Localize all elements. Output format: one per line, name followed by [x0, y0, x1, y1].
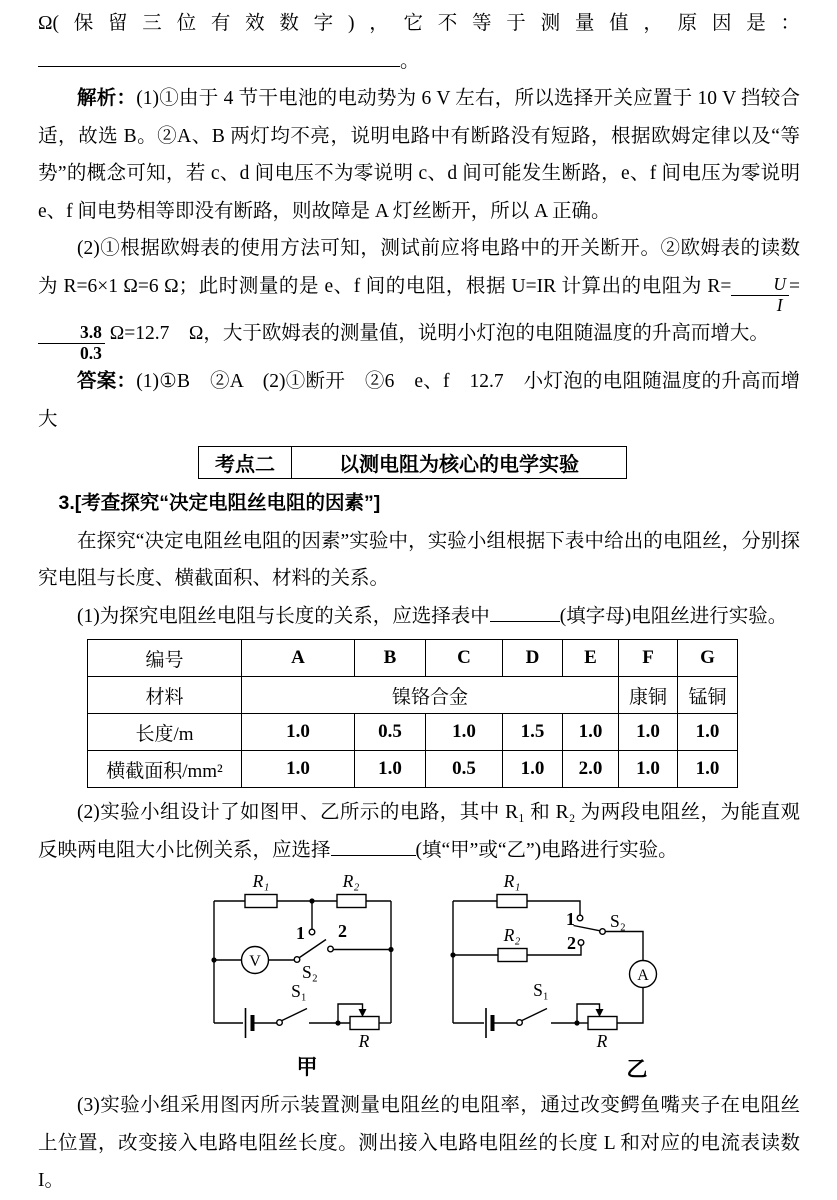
value-cell: 1.0 [355, 751, 426, 788]
label-r2: R₂ [503, 925, 521, 946]
answer-label: 答案： [77, 370, 137, 393]
material-cell: 镍铬合金 [242, 677, 619, 714]
value-cell: 1.0 [619, 714, 678, 751]
header-cell: G [678, 640, 738, 677]
ammeter-letter: A [637, 967, 649, 985]
fraction-3p8-over-0p3 [38, 323, 105, 363]
intro-line-text: Ω(保留三位有效数字)，它不等于测量值，原因是： [38, 13, 800, 34]
resistor-r2 [337, 895, 366, 908]
row-label: 横截面积/mm² [88, 751, 242, 788]
wire-table [87, 639, 738, 788]
part1-text-post: (填字母)电阻丝进行实验。 [559, 605, 788, 627]
junction-dot [450, 953, 455, 958]
junction-dot [388, 947, 393, 952]
question3-intro: 在探究“决定电阻丝电阻的因素”实验中，实验小组根据下表中给出的电阻丝，分别探究电阻与长度、横截面积、材料的关系。 [38, 530, 800, 590]
switch-s2-pivot [600, 929, 606, 935]
table-row-header [88, 640, 738, 677]
header-cell: D [503, 640, 563, 677]
answer-line [38, 363, 800, 438]
question3-part2 [38, 794, 800, 869]
label-contact-2: 2 [338, 921, 347, 942]
contact-2 [328, 946, 334, 952]
header-cell: 编号 [88, 640, 242, 677]
topic-box-tag: 考点二 [199, 447, 292, 478]
header-cell: A [242, 640, 355, 677]
label-rheostat: R [358, 1031, 370, 1052]
question3-part1 [38, 598, 800, 636]
header-cell: E [563, 640, 619, 677]
topic-box [198, 446, 627, 479]
table-row-length [88, 714, 738, 751]
table-row-material [88, 677, 738, 714]
label-r1: R₁ [503, 871, 521, 892]
row-label: 材料 [88, 677, 242, 714]
value-cell: 1.0 [678, 751, 738, 788]
circuit-diagram-jia [211, 871, 393, 1079]
junction-dot [574, 1021, 579, 1026]
analysis-text-2a: (2)①根据欧姆表的使用方法可知，测试前应将电路中的开关断开。②欧姆表的读数为 R=6×1 Ω=6 Ω；此时测量的是 e、f 间的电阻，根据 U=IR 计算出的电阻为 R= [38, 238, 800, 297]
part2-text: (2)实验小组设计了如图甲、乙所示的电路，其中 R₁ 和 R₂ 为两段电阻丝，为能直观反映两电阻大小比例关系，应选择 [38, 802, 800, 861]
intro-line-period: 。 [400, 50, 420, 72]
label-s1: S₁ [533, 980, 549, 1001]
value-cell: 1.5 [503, 714, 563, 751]
value-cell: 0.5 [426, 751, 503, 788]
part2-blank [331, 836, 416, 856]
caption-yi: 乙 [626, 1057, 648, 1082]
analysis-label: 解析： [77, 87, 137, 109]
junction-dot [211, 958, 216, 963]
value-cell: 1.0 [242, 714, 355, 751]
material-cell: 锰铜 [678, 677, 738, 714]
question3-title: 3.[考查探究“决定电阻丝电阻的因素”] [58, 492, 381, 515]
label-s2: S₂ [302, 962, 318, 983]
caption-jia: 甲 [296, 1055, 318, 1080]
fraction-denominator: I [776, 294, 783, 315]
topic-box-title: 以测电阻为核心的电学实验 [339, 454, 579, 477]
table-row-area [88, 751, 738, 788]
switch-s2-pivot [294, 957, 300, 963]
resistor-r1 [497, 895, 527, 908]
value-cell: 1.0 [678, 714, 738, 751]
label-r2: R₂ [342, 871, 360, 892]
label-rheostat: R [596, 1031, 608, 1052]
junction-dot [309, 899, 314, 904]
value-cell: 1.0 [242, 751, 355, 788]
value-cell: 2.0 [563, 751, 619, 788]
fraction-u-over-i [731, 275, 789, 315]
switch-s1-blade [522, 1009, 547, 1021]
label-r1: R₁ [252, 871, 270, 892]
question3-part3: (3)实验小组采用图丙所示装置测量电阻丝的电阻率，通过改变鳄鱼嘴夹子在电阻丝上位置，改变接入电路电阻丝长度。测出接入电路电阻丝的长度 L 和对应的电流表读数 I。 [38, 1095, 800, 1192]
switch-s1-pivot [517, 1020, 523, 1026]
fraction-numerator: 3.8 [38, 323, 105, 344]
label-contact-1: 1 [566, 909, 575, 930]
header-cell: C [426, 640, 503, 677]
contact-1 [577, 915, 583, 921]
contact-1 [309, 929, 315, 935]
rheostat-r [350, 1017, 379, 1030]
header-cell: F [619, 640, 678, 677]
resistor-r1 [245, 895, 277, 908]
switch-s1-pivot [277, 1020, 283, 1026]
circuit-diagram-yi [450, 871, 656, 1081]
label-contact-1: 1 [296, 923, 305, 944]
analysis-text-1: (1)①由于 4 节干电池的电动势为 6 V 左右，所以选择开关应置于 10 V 挡较合适，故选 B。②A、B 两灯均不亮，说明电路中有断路没有短路，根据欧姆定律以及“等势”的概念可知，若 c、d 间电压不为零说明 c、d 间可能发生断路，e、f 间电压为零说明 e、f 间电势相等即没有断路，则故障是 A 灯丝断开，所以 A 正确。 [38, 88, 800, 222]
value-cell: 1.0 [426, 714, 503, 751]
header-cell: B [355, 640, 426, 677]
row-label: 长度/m [88, 714, 242, 751]
switch-s2-blade [574, 926, 601, 931]
material-cell: 康铜 [619, 677, 678, 714]
slider-arrow-icon [359, 1009, 367, 1017]
equals-sign: = [789, 275, 800, 297]
answer-blank-long [38, 47, 400, 67]
intro-line [38, 5, 800, 80]
value-cell: 0.5 [355, 714, 426, 751]
slider-arrow-icon [596, 1009, 604, 1017]
resistor-r2 [498, 949, 527, 962]
value-cell: 1.0 [619, 751, 678, 788]
circuit-figures [0, 869, 837, 1081]
part2-text-post: (填“甲”或“乙”)电路进行实验。 [415, 839, 678, 861]
analysis-text-2b: Ω=12.7 Ω，大于欧姆表的测量值，说明小灯泡的电阻随温度的升高而增大。 [104, 323, 769, 345]
part1-text: (1)为探究电阻丝电阻与长度的关系，应选择表中 [77, 605, 490, 627]
switch-s1-blade [282, 1009, 307, 1021]
junction-dot [335, 1021, 340, 1026]
fraction-numerator: U [731, 275, 789, 296]
part1-blank [490, 602, 560, 622]
analysis-paragraph-2 [38, 230, 800, 363]
label-s1: S₁ [291, 981, 307, 1002]
contact-2 [578, 940, 584, 946]
answer-text: (1)①B ②A (2)①断开 ②6 e、f 12.7 小灯泡的电阻随温度的升高而增大 [38, 371, 800, 430]
analysis-paragraph-1 [38, 80, 800, 230]
voltmeter-letter: V [249, 953, 261, 971]
rheostat-r [588, 1017, 617, 1030]
fraction-denominator: 0.3 [80, 342, 102, 363]
value-cell: 1.0 [563, 714, 619, 751]
label-s2: S₂ [610, 911, 626, 932]
value-cell: 1.0 [503, 751, 563, 788]
label-contact-2: 2 [567, 933, 576, 954]
